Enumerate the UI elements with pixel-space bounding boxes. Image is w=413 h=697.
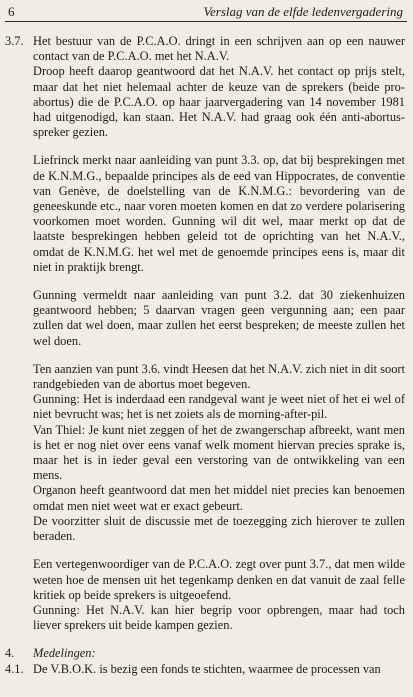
paragraph: De voorzitter sluit de discussie met de toezegging zich hierover te zullen beraden.: [33, 513, 405, 544]
document-body: [5, 34, 405, 677]
speaker-remark: Gunning: Het is inderdaad een randgeval want je weet niet of het ei wel of niet bevrucht was; het is net zoiets als de morning-after-pil.: [33, 392, 405, 422]
section-title: Medelingen:: [33, 646, 96, 661]
page-number: 6: [8, 4, 15, 19]
agenda-item-3-7: [5, 34, 405, 140]
speaker-remark: Van Thiel: Je kunt niet zeggen of het de zwangerschap afbreekt, want men is het er nog niet over eens vanaf welk moment hiervan precies sprake is, maar het is in ieder geval een verstoring van de ontwikkeling van een mens.: [33, 422, 405, 483]
item-text: [33, 34, 405, 140]
discussion-block: [33, 362, 405, 544]
paragraph: Ten aanzien van punt 3.6. vindt Heesen dat het N.A.V. zich niet in dit soort randgebieden van de abortus moet begeven.: [33, 361, 405, 392]
item-text: De V.B.O.K. is bezig een fonds te stichten, waarmee de processen van: [33, 661, 381, 676]
item-number: 3.7.: [5, 34, 24, 48]
section-4-heading: [5, 646, 405, 661]
page-header: [5, 4, 407, 22]
item-number: 4.1.: [5, 661, 24, 676]
agenda-item-4-1: [5, 662, 405, 677]
speaker-remark: Gunning: Het N.A.V. kan hier begrip voor opbrengen, maar had toch liever sprekers uit beide kampen gezien.: [33, 602, 405, 633]
paragraph: Droop heeft daarop geantwoord dat het N.A.V. het contact op prijs stelt, maar dat het niet helemaal achter de keuze van de sprekers (beide pro-abortus) die de P.C.A.O. op haar jaarvergadering van 14 november 1981 had uitgenodigd, kan staan. Het N.A.V. had graag ook één anti-abortus-spreker gezien.: [33, 64, 405, 140]
section-number: 4.: [5, 646, 15, 661]
pcao-representative-block: [33, 557, 405, 633]
paragraph: Het bestuur van de P.C.A.O. dringt in een schrijven aan op een nauwer contact van de P.C.A.O. met het N.A.V.: [33, 34, 405, 64]
running-title: Verslag van de elfde ledenvergadering: [203, 4, 403, 19]
paragraph: Een vertegenwoordiger van de P.C.A.O. zegt over punt 3.7., dat men wilde weten hoe de mensen uit het tegenkamp denken en dat vanuit de zaal felle kritiek op beide sprekers is uitgeoefend.: [33, 557, 405, 602]
paragraph-liefrinck: Liefrinck merkt naar aanleiding van punt 3.3. op, dat bij besprekingen met de K.N.M.G., bepaalde principes als de eed van Hippocrates, de conventie van Genève, de doelstelling van de K.N.M.G.: bevordering van de geneeskunde etc., naar voren moeten komen en dat zo verdere polarisering voorkomen moet worden. Gunning wil dit wel, maar merkt op dat de laatste besprekingen hebben geleid tot de oprichting van het N.A.V., omdat de K.N.M.G. het wel met de genoemde principes eens is, maar dit niet in praktijk brengt.: [33, 153, 405, 274]
paragraph-gunning-hospitals: Gunning vermeldt naar aanleiding van punt 3.2. dat 30 ziekenhuizen geantwoord hebben; 5 daarvan vragen geen vergunning aan; een paar zullen dat wel doen, maar zullen het eerst bespreken; de meeste zullen het wel doen.: [33, 288, 405, 348]
paragraph: Organon heeft geantwoord dat men het middel niet precies kan benoemen omdat men niet weet wat er exact gebeurt.: [33, 483, 405, 513]
